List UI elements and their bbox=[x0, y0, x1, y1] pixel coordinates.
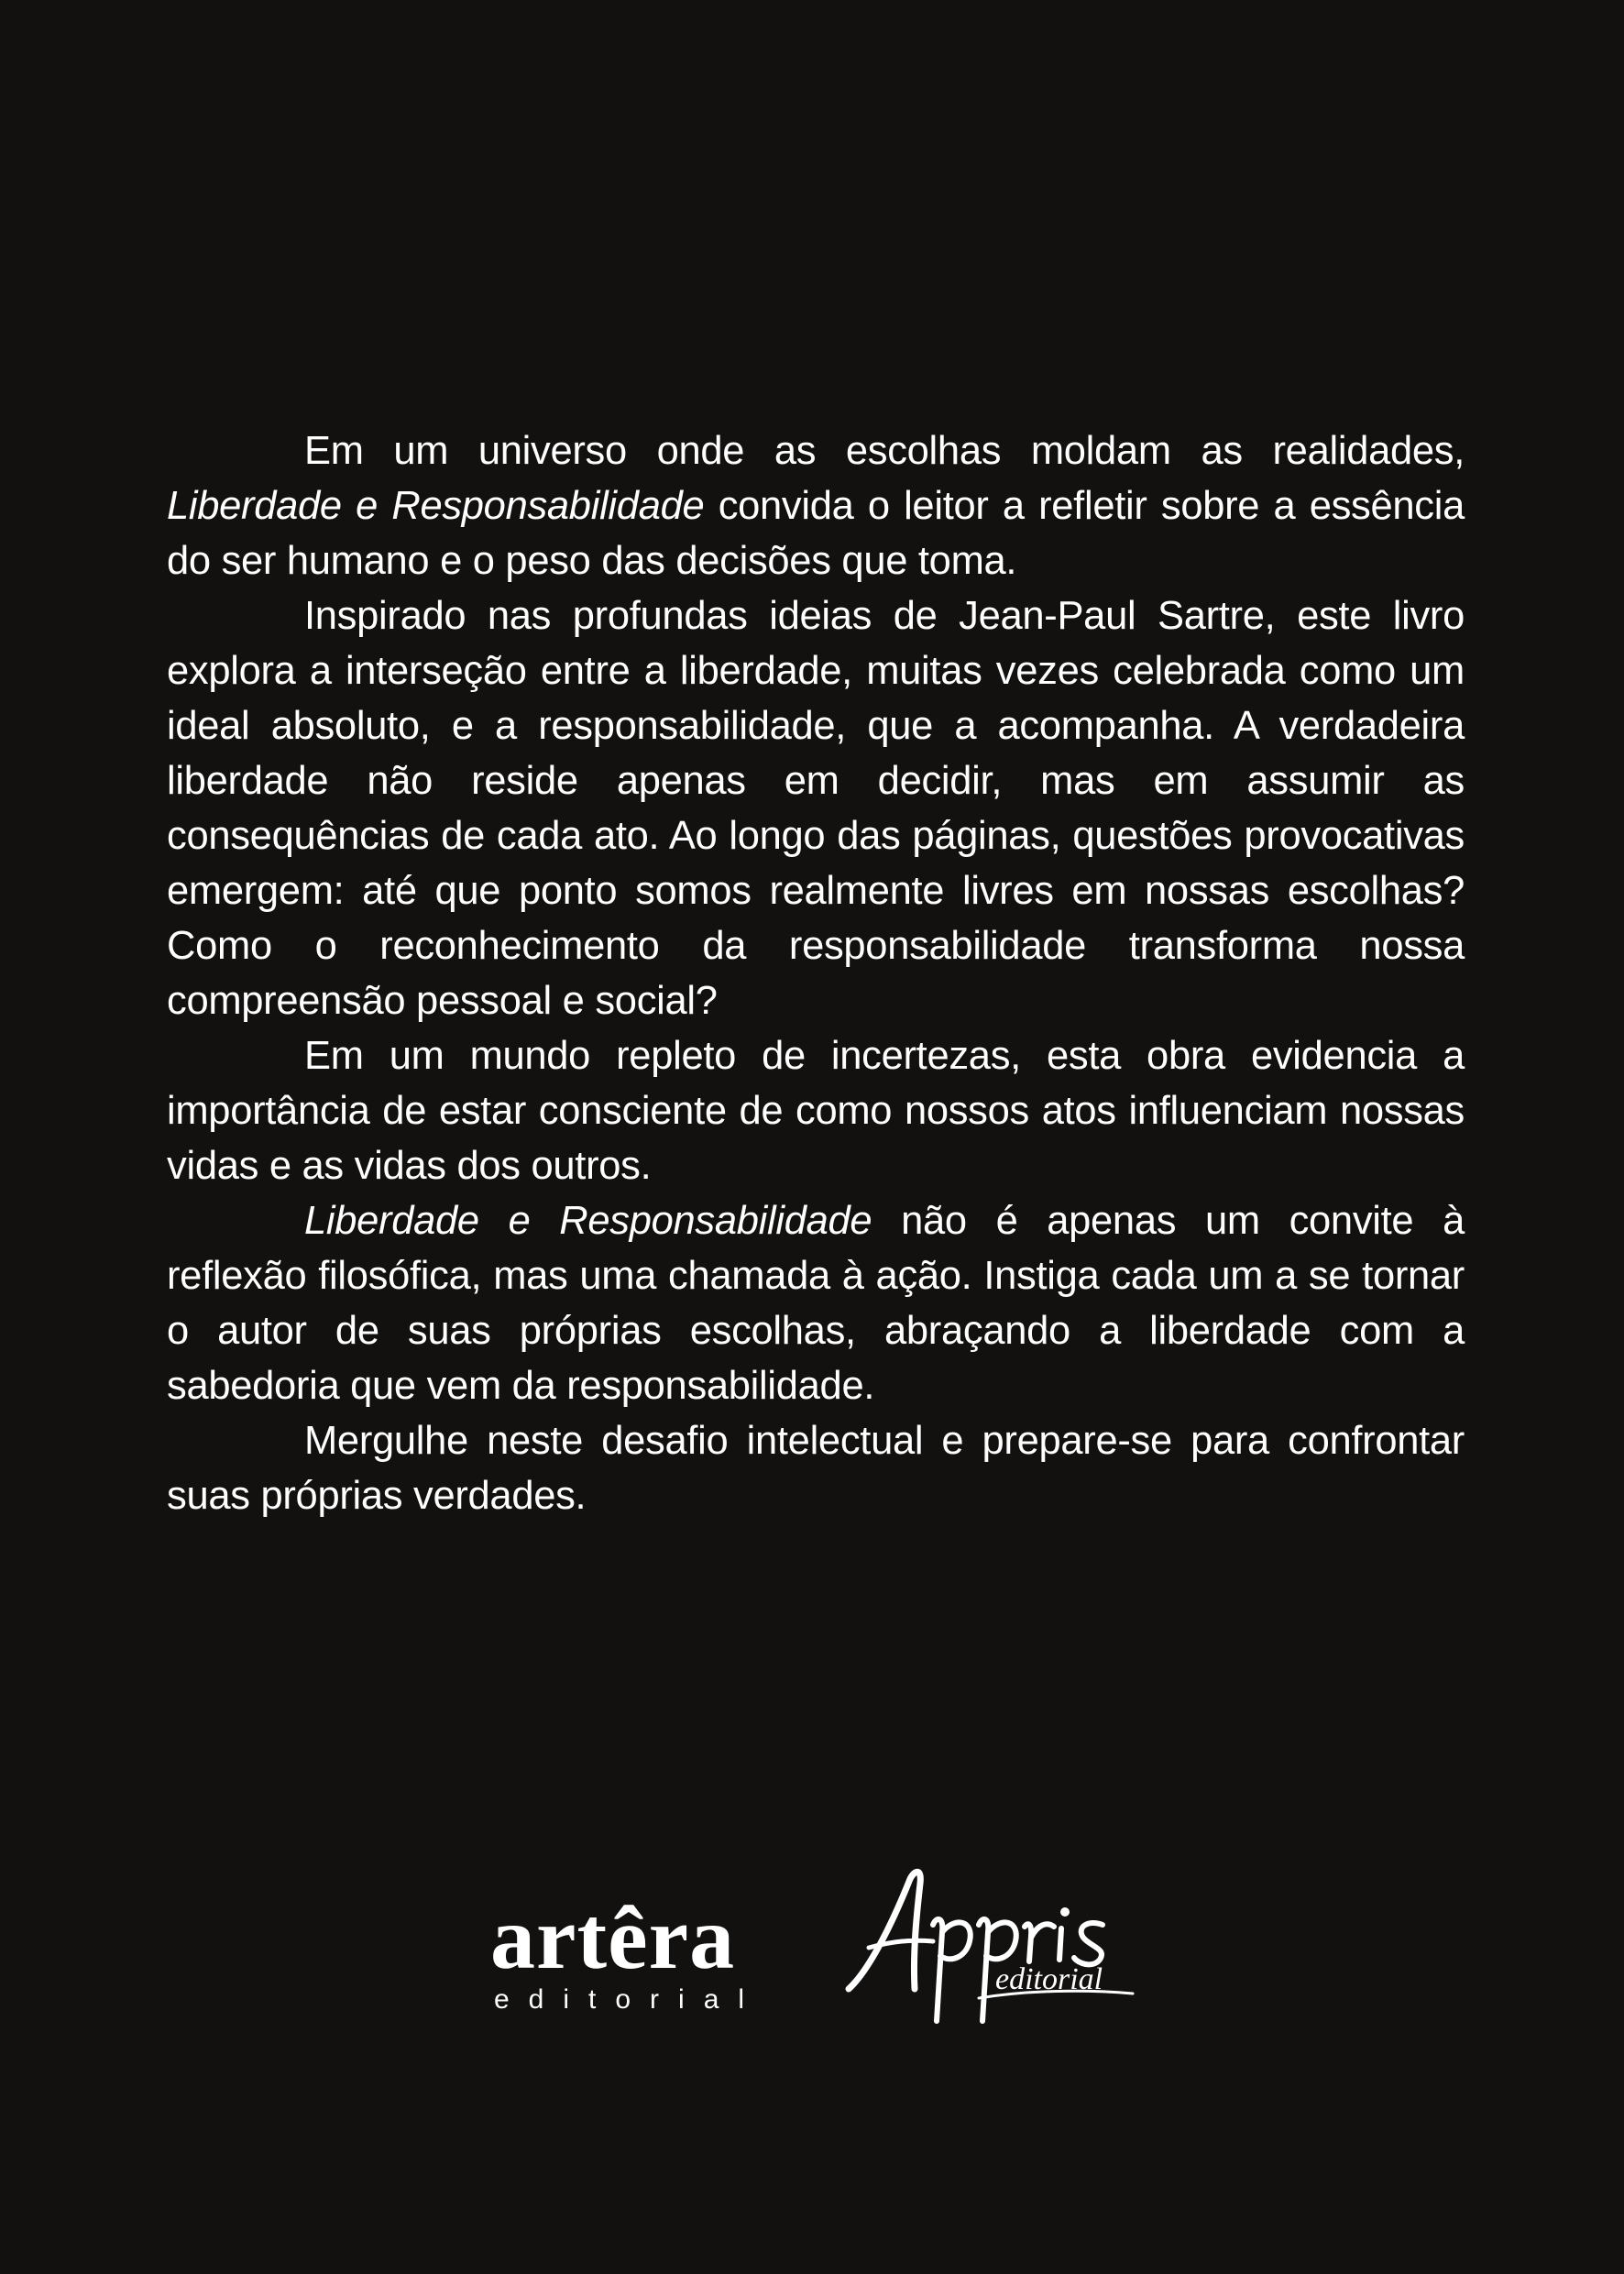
appris-editorial-logo bbox=[841, 1861, 1144, 2035]
appris-logo-subtitle: editorial bbox=[995, 1962, 1103, 1996]
artera-logo-subtitle: editorial bbox=[494, 1984, 764, 2015]
blurb-p1-rest: convida o leitor a refletir sobre a essência do ser humano e o peso das decisões que toma. bbox=[167, 484, 1465, 583]
blurb-paragraph-5: Mergulhe neste desafio intelectual e prepare-se para confrontar suas próprias verdades. bbox=[167, 1419, 1465, 1518]
back-cover-blurb bbox=[167, 423, 1465, 1523]
book-title-italic: Liberdade e Responsabilidade bbox=[167, 484, 705, 528]
appris-logo-graphic bbox=[841, 1861, 1144, 2035]
publisher-logos bbox=[0, 1861, 1624, 2035]
artera-logo-word: artêra bbox=[490, 1889, 736, 1988]
book-title-italic: Liberdade e Responsabilidade bbox=[304, 1199, 872, 1243]
blurb-paragraph-4 bbox=[167, 1193, 1465, 1413]
blurb-p4-rest: não é apenas um convite à reflexão filosófica, mas uma chamada à ação. Instiga cada um a se tornar o autor de suas próprias escolhas, abraçando a liberdade com a sabedoria que vem da responsabilidade. bbox=[167, 1199, 1465, 1408]
blurb-paragraph-1 bbox=[167, 423, 1465, 588]
artera-editorial-logo bbox=[490, 1889, 774, 2030]
blurb-paragraph-3: Em um mundo repleto de incertezas, esta obra evidencia a importância de estar consciente de como nossos atos influenciam nossas vidas e as vidas dos outros. bbox=[167, 1034, 1465, 1188]
blurb-p1-text: Em um universo onde as escolhas moldam as realidades, bbox=[304, 429, 1465, 473]
blurb-paragraph-2: Inspirado nas profundas ideias de Jean-Paul Sartre, este livro explora a interseção entre a liberdade, muitas vezes celebrada como um ideal absoluto, e a responsabilidade, que a acompanha. A verdadeira liberdade não reside apenas em decidir, mas em assumir as consequências de cada ato. Ao longo das páginas, questões provocativas emergem: até que ponto somos realmente livres em nossas escolhas? Como o reconhecimento da responsabilidade transforma nossa compreensão pessoal e social? bbox=[167, 594, 1465, 1023]
